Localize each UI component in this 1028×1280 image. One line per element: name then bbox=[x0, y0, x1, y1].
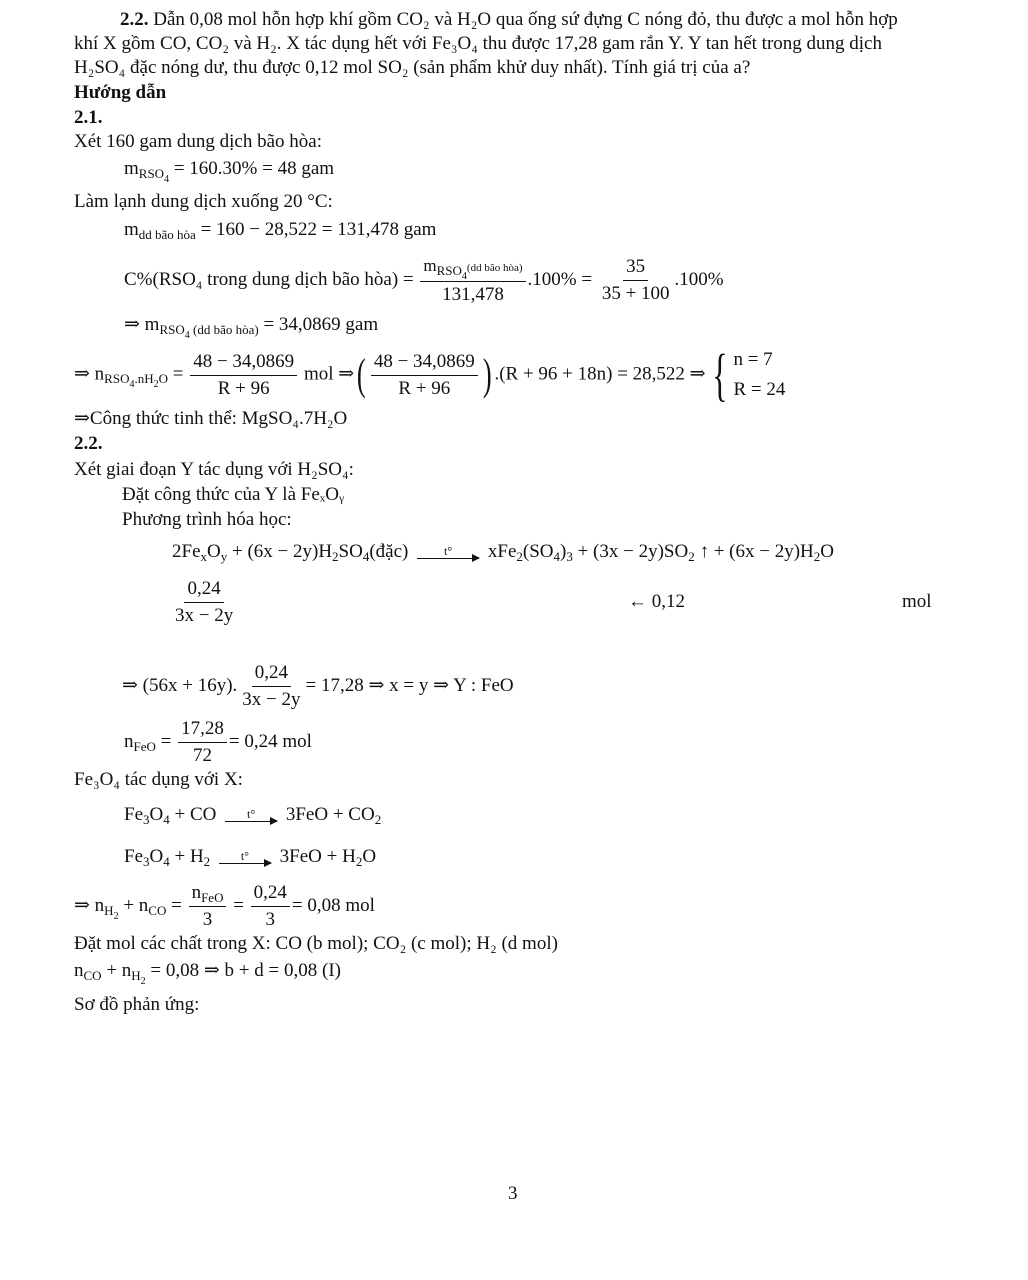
sum-equation: ⇒ $n_{H_2} + n_{CO}$ = $\frac{n_{FeO}}{3}$ = $\frac{0,24}{3}$ = 0,08 mol bbox=[74, 882, 375, 930]
reaction-scheme-heading: Sơ đồ phản ứng: bbox=[74, 994, 200, 1015]
problem-label: 2.2. bbox=[120, 9, 149, 30]
part1-mass-eq: $m_{RSO_4} = 160.30\% = 48$ gam bbox=[124, 158, 335, 185]
problem-line-2: khí X gồm CO, CO₂ và H₂. X tác dụng hết với Fe₃O₄ thu được 17,28 gam rắn Y. Y tan hết trong dung dịch bbox=[74, 33, 882, 54]
reaction-h2: $Fe_3O_4 + H_2$ t° $3FeO + H_2O$ bbox=[124, 846, 377, 869]
equation-I: $n_{CO} + n_{H_2} = 0,08$ ⇒ b + d = 0,08 (I) bbox=[74, 960, 341, 987]
part2-stage: Xét giai đoạn Y tác dụng với H₂SO₄: bbox=[74, 459, 354, 480]
page-number: 3 bbox=[508, 1183, 518, 1204]
part1-intro: Xét 160 gam dung dịch bão hòa: bbox=[74, 131, 323, 152]
mol-unit: mol bbox=[902, 591, 932, 612]
set-mol-line: Đặt mol các chất trong X: CO (b mol); CO₂ (c mol); H₂ (d mol) bbox=[74, 933, 558, 954]
problem-line-1: 2.2. Dẫn 0,08 mol hỗn hợp khí gồm CO₂ và H₂O qua ống sứ đựng C nóng đỏ, thu được a mol hỗn hợp bbox=[120, 9, 898, 30]
part1-c-percent: C%(RSO₄ trong dung dịch bão hòa) = $\frac{m_{RSO_4}(dd bão hòa)}{131,478}$ .100% = $\frac{35}{35 + 100}$ .100% bbox=[124, 253, 724, 308]
part2-label: 2.2. bbox=[74, 433, 103, 454]
heat-arrow: t° bbox=[417, 546, 479, 559]
mass-equation: ⇒ (56x + 16y). $\frac{0,24}{3x - 2y}$ = 17,28 ⇒ x = y ⇒ Y : FeO bbox=[122, 662, 514, 710]
problem-line-3: H₂SO₄ đặc nóng dư, thu được 0,12 mol SO₂ (sản phẩm khử duy nhất). Tính giá trị của a? bbox=[74, 57, 751, 78]
solution-cases: n = 7 R = 24 bbox=[733, 349, 786, 400]
fe3o4-x-heading: Fe₃O₄ tác dụng với X: bbox=[74, 769, 243, 790]
reaction-feo-h2so4: $2Fe_xO_y + (6x$ − $2y)H_2SO_4(đặc)$ t° $xFe_2(SO_4)_3 + (3x - 2y)SO_2$ ↑ + $(6x - 2y)H_2O$ bbox=[172, 541, 834, 564]
fraction-mass-over-total: $\frac{m_{RSO_4}(dd bão hòa)}{131,478}$ bbox=[420, 253, 525, 308]
part2-set-formula: Đặt công thức của Y là FeₓOᵧ bbox=[122, 484, 345, 505]
part1-crystal-formula: ⇒Công thức tinh thể: MgSO₄.7H₂O bbox=[74, 408, 348, 429]
so2-mol: ← 0,12 bbox=[628, 591, 685, 612]
part1-label: 2.1. bbox=[74, 107, 103, 128]
nfeo-equation: $n_{FeO}$ = $\frac{17,28}{72}$ = 0,24 mol bbox=[124, 718, 312, 766]
reaction-co: $Fe_3O_4$ + CO t° $3FeO + CO_2$ bbox=[124, 804, 382, 827]
ratio-fraction: $\frac{0,24}{3x - 2y}$ bbox=[175, 578, 234, 626]
part2-equation-heading: Phương trình hóa học: bbox=[122, 509, 292, 530]
part1-cooling: Làm lạnh dung dịch xuống 20 °C: bbox=[74, 191, 333, 212]
part1-mass-result: ⇒ $m_{RSO_4 (dd bão hòa)} = 34,0869$ gam bbox=[124, 314, 379, 341]
part1-n-equation: ⇒ $n_{RSO_4.nH_2O}$ = $\frac{48 - 34,0869}{R + 96}$ mol ⇒( $\frac{48 - 34,0869}{R + 96}$ ) .(R + 96 + 18n) = 28,522 ⇒ { n = 7 R = 24 bbox=[74, 342, 786, 407]
part1-dd-eq: $m_{dd bão hòa} = 160 - 28,522 = 131,478$ gam bbox=[124, 219, 437, 242]
guide-heading: Hướng dẫn bbox=[74, 82, 167, 103]
fraction-solubility: $\frac{35}{35 + 100}$ bbox=[601, 256, 670, 304]
